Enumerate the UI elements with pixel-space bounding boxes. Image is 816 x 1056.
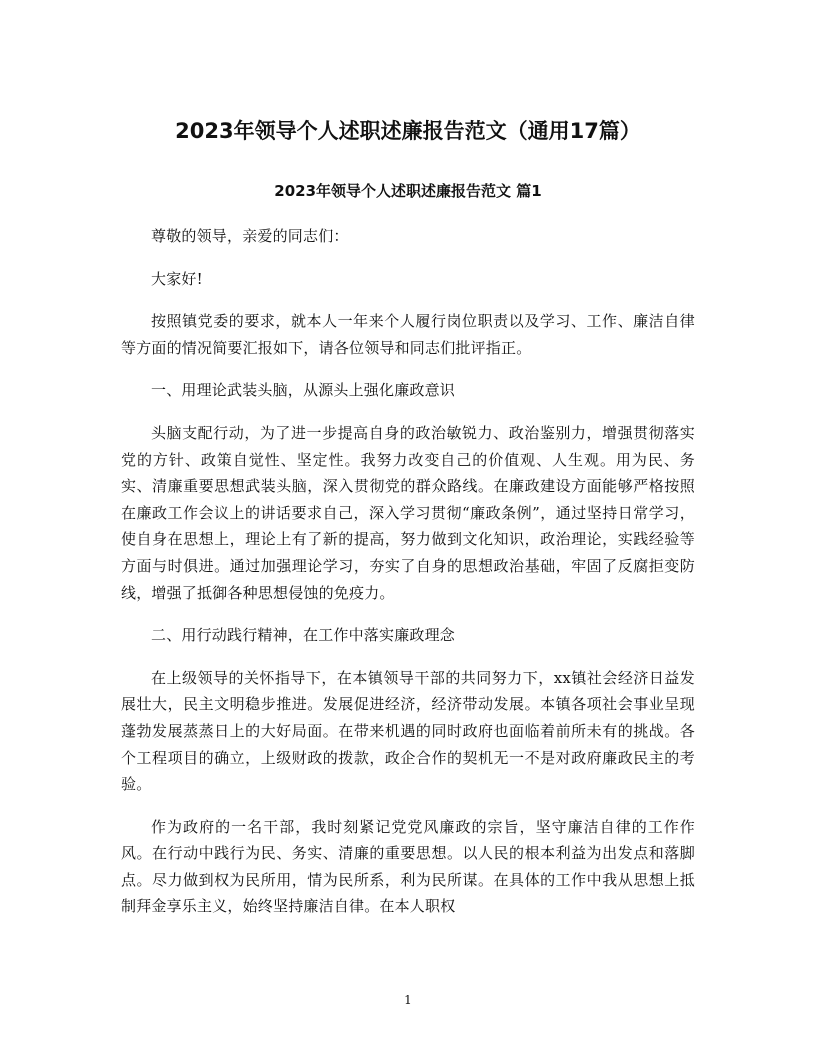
- greeting: 大家好!: [151, 269, 203, 288]
- page-number: 1: [404, 993, 412, 1007]
- document-body: [121, 223, 695, 936]
- paragraph: 作为政府的一名干部，我时刻紧记党党风廉政的宗旨，坚守廉洁自律的工作作风。在行动中践行为民、务实、清廉的重要思想。以人民的根本利益为出发点和落脚点。尽力做到权为民所用，情为民所系，利为民所谋。在具体的工作中我从思想上抵制拜金享乐主义，始终坚持廉洁自律。在本人职权: [121, 817, 695, 916]
- heading-one: 一、用理论武装头脑，从源头上强化廉政意识: [151, 381, 456, 400]
- section-title: 2023年领导个人述职述廉报告范文 篇1: [274, 182, 542, 200]
- document-title: 2023年领导个人述职述廉报告范文（通用17篇）: [175, 119, 641, 143]
- heading-two: 二、用行动践行精神，在工作中落实廉政理念: [151, 626, 456, 645]
- paragraph: 在上级领导的关怀指导下，在本镇领导干部的共同努力下，xx镇社会经济日益发展壮大，民主文明稳步推进。发展促进经济，经济带动发展。本镇各项社会事业呈现蓬勃发展蒸蒸日上的大好局面。在带来机遇的同时政府也面临着前所未有的挑战。各个工程项目的确立，上级财政的拨款，政企合作的契机无一不是对政府廉政民主的考验。: [121, 668, 695, 794]
- intro-paragraph: 按照镇党委的要求，就本人一年来个人履行岗位职责以及学习、工作、廉洁自律等方面的情况简要汇报如下，请各位领导和同志们批评指正。: [121, 312, 695, 357]
- salutation: 尊敬的领导，亲爱的同志们：: [151, 227, 349, 245]
- paragraph: 头脑支配行动，为了进一步提高自身的政治敏锐力、政治鉴别力，增强贯彻落实党的方针、政策自觉性、坚定性。我努力改变自己的价值观、人生观。用为民、务实、清廉重要思想武装头脑，深入贯彻党的群众路线。在廉政建设方面能够严格按照在廉政工作会议上的讲话要求自己，深入学习贯彻“廉政条例”，通过坚持日常学习，使自身在思想上，理论上有了新的提高，努力做到文化知识，政治理论，实践经验等方面与时俱进。通过加强理论学习，夯实了自身的思想政治基础，牢固了反腐拒变防线，增强了抵御各种思想侵蚀的免疫力。: [121, 423, 695, 602]
